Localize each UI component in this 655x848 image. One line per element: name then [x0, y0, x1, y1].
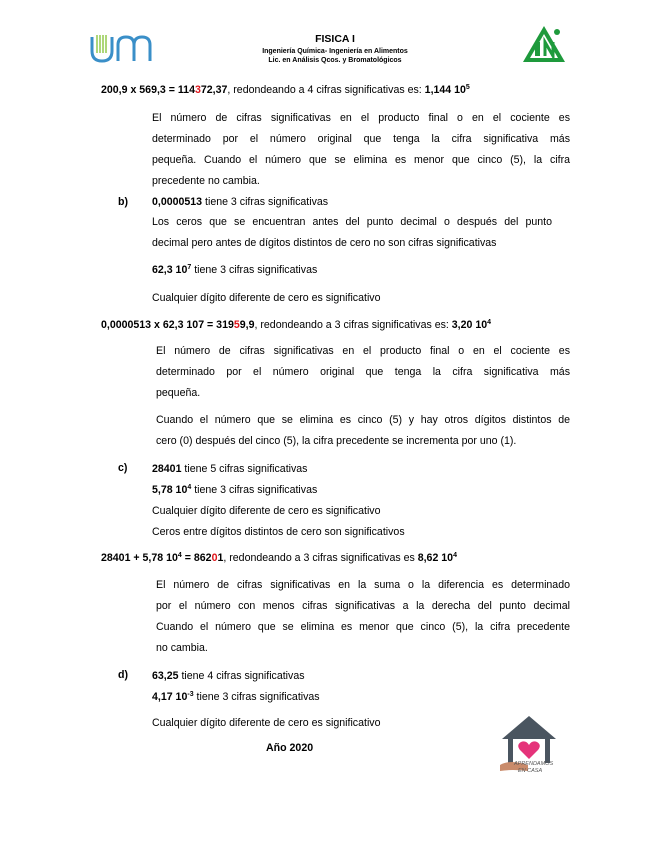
aprendamos-en-casa-badge	[498, 713, 560, 779]
eq3-result: 8,62 10	[417, 552, 454, 564]
equation-3: 28401 + 5,78 $10^4 = 86201$, redondeando a 3 cifras significativas es 8,62 $10^4$	[101, 552, 457, 564]
item-d-number-1: 63,25 tiene 4 cifras significativas	[152, 670, 305, 682]
eq2-rounded-digit: 5	[233, 319, 240, 331]
eq2-result: 3,20 10	[451, 319, 488, 331]
item-b-number-1: 0,0000513 tiene 3 cifras significativas	[152, 196, 329, 208]
eq1-rounded-digit: 3	[194, 84, 201, 96]
item-c-note-2: Ceros entre dígitos distintos de cero son significativos	[152, 526, 405, 538]
unm-logo-icon	[88, 31, 158, 65]
badge-line-1: APRENDAMOS	[514, 761, 554, 767]
course-title: FISICA I	[315, 33, 355, 45]
equation-1: 200,9 x 569,3 = 114372,37, redondeando a 4 cifras significativas es: 1,144 $10^5$	[101, 84, 470, 96]
item-d-note: Cualquier dígito diferente de cero es significativo	[152, 717, 381, 729]
item-d-number-2: 4,17 $10^{-3}$ tiene 3 cifras significativas	[152, 691, 320, 703]
ai-logo-icon	[521, 24, 567, 64]
item-label-b: b)	[118, 196, 128, 208]
course-subtitle-2: Lic. en Análisis Qcos. y Bromatológicos	[268, 57, 402, 64]
item-b-number-2: 62,3 $10^7$ tiene 3 cifras significativas	[152, 264, 318, 276]
explanation-2: El número de cifras significativas en el producto final o en el cociente es determinado por el número original que tenga la cifra significativa más pequeña.	[156, 345, 570, 399]
footer-year: Año 2020	[266, 742, 314, 754]
eq3-rounded-digit: 0	[211, 552, 218, 564]
explanation-b: Los ceros que se encuentran antes del punto decimal o después del punto decimal pero antes de dígitos distintos de cero no son cifras significativas	[152, 216, 552, 249]
item-c-number-2: 5,78 $10^4$ tiene 3 cifras significativas	[152, 484, 318, 496]
explanation-3: Cuando el número que se elimina es cinco (5) y hay otros dígitos distintos de cero (0) después del cinco (5), la cifra precedente se incrementa por uno (1).	[156, 414, 570, 447]
item-c-note-1: Cualquier dígito diferente de cero es significativo	[152, 505, 381, 517]
course-subtitle-1: Ingeniería Química- Ingeniería en Alimentos	[262, 48, 408, 55]
right-logo	[521, 24, 567, 64]
left-logo	[88, 31, 158, 65]
item-label-d: d)	[118, 669, 128, 681]
explanation-1: El número de cifras significativas en el producto final o en el cociente es determinado por el número original que tenga la cifra significativa más pequeña. Cuando el número que se elimina es menor que cinco (5), la cifra precedente no cambia.	[152, 112, 570, 187]
eq1-result: 1,144 10	[424, 84, 466, 96]
item-c-number-1: 28401 tiene 5 cifras significativas	[152, 463, 308, 475]
item-b-note: Cualquier dígito diferente de cero es significativo	[152, 292, 381, 304]
item-label-c: c)	[118, 462, 128, 474]
equation-2: 0,0000513 x 62,3 107 = 31959,9, redondeando a 3 cifras significativas es: 3,20 $10^4$	[101, 319, 492, 331]
eq1-lhs: 200,9 x 569,3 =	[101, 84, 178, 96]
explanation-4: El número de cifras significativas en la suma o la diferencia es determinado por el número con menos cifras significativas a la derecha del punto decimal Cuando el número que se elimina es menor que cinco (5), la cifra precedente no cambia.	[156, 579, 570, 654]
badge-line-2: EN CASA	[518, 768, 543, 774]
